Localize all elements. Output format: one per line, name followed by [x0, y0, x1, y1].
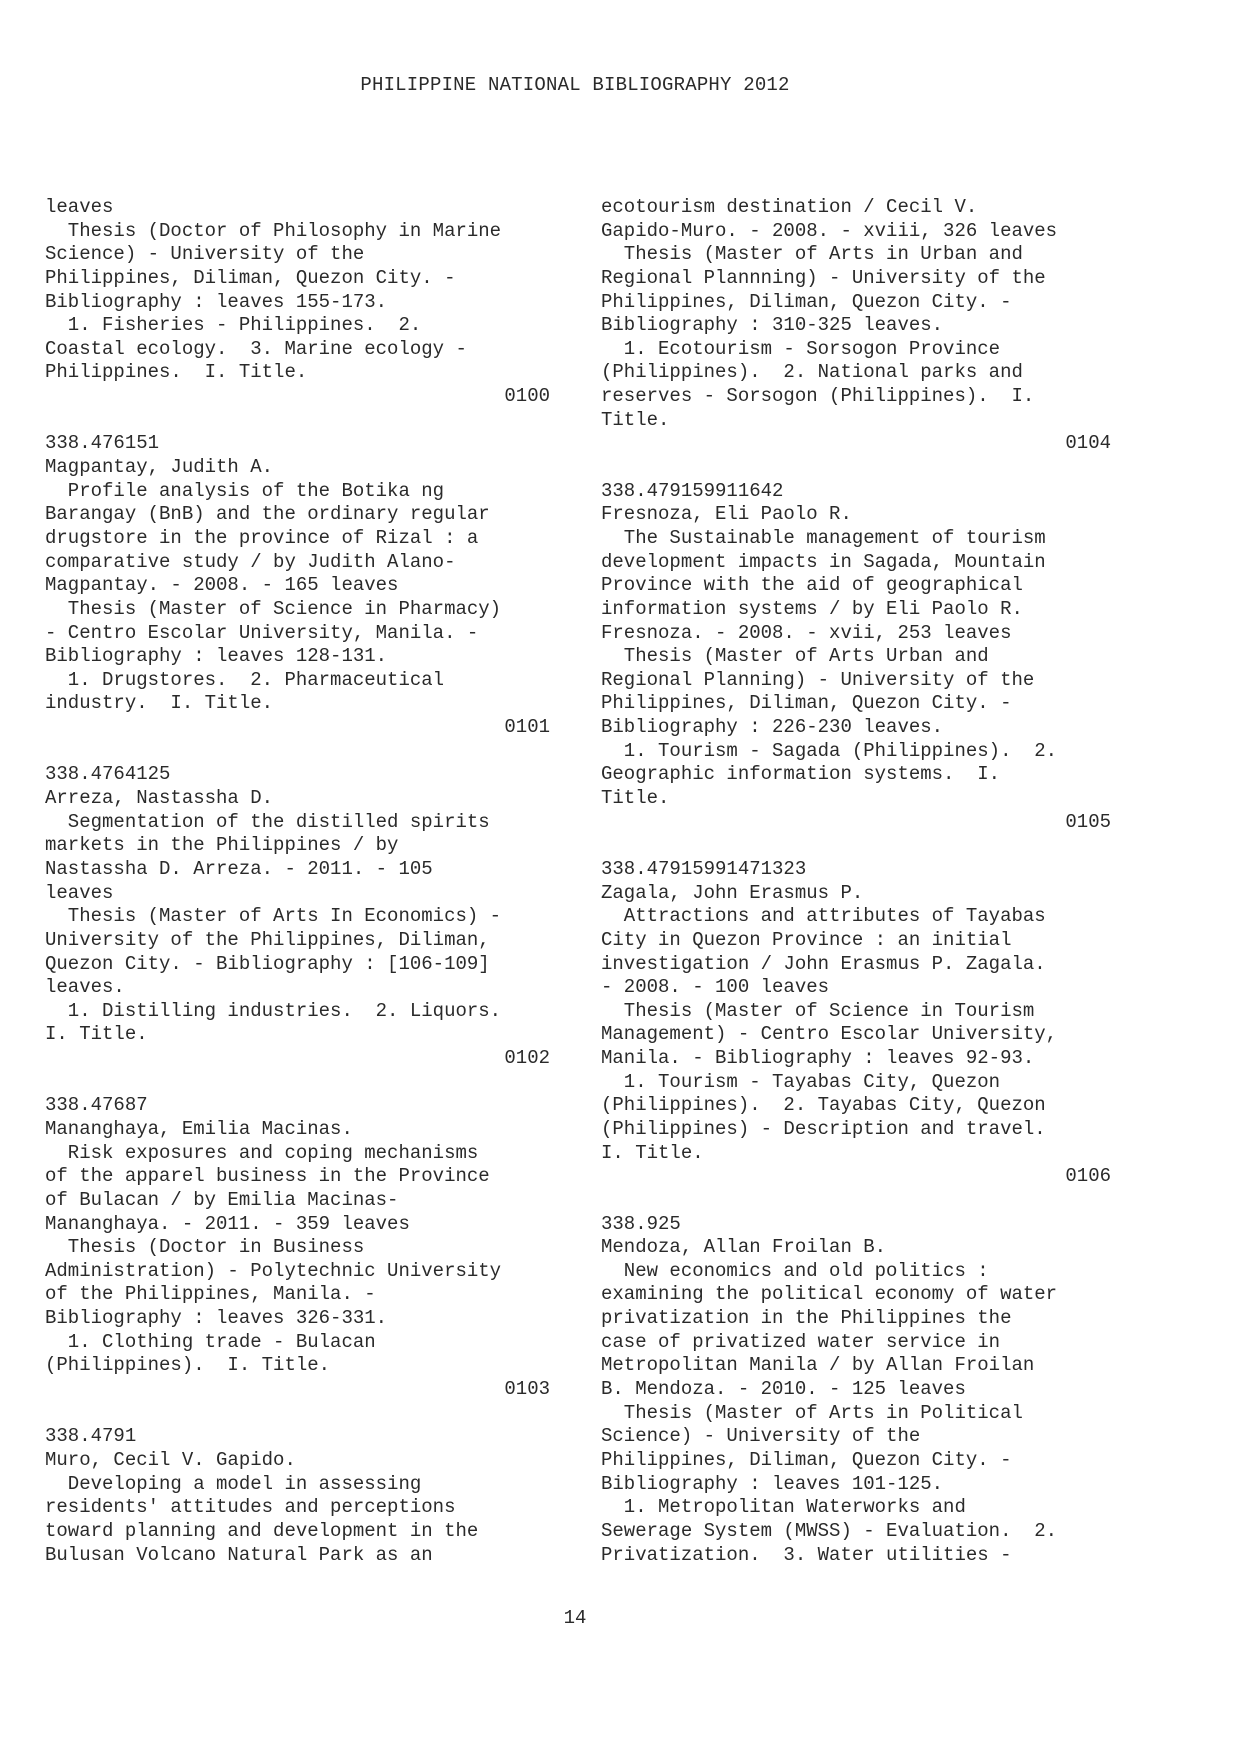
- text-line: Bibliography : leaves 326-331.: [45, 1307, 388, 1330]
- text-line: of the apparel business in the Province: [45, 1165, 490, 1188]
- text-line: Bulusan Volcano Natural Park as an: [45, 1543, 433, 1566]
- text-line: Risk exposures and coping mechanisms: [45, 1141, 479, 1164]
- text-line: (Philippines) - Description and travel.: [601, 1117, 1046, 1140]
- text-line: (Philippines). 2. Tayabas City, Quezon: [601, 1094, 1046, 1117]
- text-line: Geographic information systems. I.: [601, 763, 1001, 786]
- text-line: of the Philippines, Manila. -: [45, 1283, 376, 1306]
- text-line: Philippines, Diliman, Quezon City. -: [601, 692, 1012, 715]
- text-line: Magpantay, Judith A.: [45, 456, 274, 479]
- text-line: The Sustainable management of tourism: [601, 526, 1046, 549]
- text-line: 338.925: [601, 1212, 681, 1235]
- text-line: - Centro Escolar University, Manila. -: [45, 621, 479, 644]
- text-line: Bibliography : 226-230 leaves.: [601, 716, 944, 739]
- text-line: investigation / John Erasmus P. Zagala.: [601, 952, 1046, 975]
- text-line: Thesis (Master of Science in Pharmacy): [45, 597, 502, 620]
- text-line: 1. Distilling industries. 2. Liquors.: [45, 999, 502, 1022]
- text-line: Mananghaya. - 2011. - 359 leaves: [45, 1212, 410, 1235]
- text-line: Science) - University of the: [45, 243, 365, 266]
- right-column: [601, 196, 1111, 1567]
- text-line: 338.479159911642: [601, 479, 784, 502]
- text-line: [601, 1189, 1111, 1213]
- text-line: Zagala, John Erasmus P.: [601, 881, 864, 904]
- text-line: 1. Tourism - Sagada (Philippines). 2.: [601, 739, 1058, 762]
- text-line: development impacts in Sagada, Mountain: [601, 550, 1046, 573]
- text-line: Fresnoza. - 2008. - xvii, 253 leaves: [601, 621, 1012, 644]
- text-line: 1. Clothing trade - Bulacan: [45, 1330, 376, 1353]
- text-line: Bibliography : leaves 101-125.: [601, 1472, 944, 1495]
- text-line: 1. Ecotourism - Sorsogon Province: [601, 337, 1001, 360]
- text-line: 338.47687: [45, 1094, 148, 1117]
- text-line: Bibliography : leaves 155-173.: [45, 290, 388, 313]
- text-line: Segmentation of the distilled spirits: [45, 810, 490, 833]
- text-line: I. Title.: [45, 1023, 148, 1046]
- text-line: reserves - Sorsogon (Philippines). I.: [601, 385, 1035, 408]
- text-line: Gapido-Muro. - 2008. - xviii, 326 leaves: [601, 219, 1058, 242]
- entry-number: 0103: [504, 1378, 550, 1401]
- text-line: Province with the aid of geographical: [601, 574, 1023, 597]
- text-line: Philippines, Diliman, Quezon City. -: [601, 290, 1012, 313]
- text-line: Regional Planning) - University of the: [601, 668, 1035, 691]
- text-line: Thesis (Master of Arts in Political: [601, 1401, 1023, 1424]
- text-line: City in Quezon Province : an initial: [601, 928, 1012, 951]
- text-line: leaves: [45, 881, 114, 904]
- text-line: examining the political economy of water: [601, 1283, 1058, 1306]
- text-line: [601, 834, 1111, 858]
- text-line: Bibliography : 310-325 leaves.: [601, 314, 944, 337]
- text-line: case of privatized water service in: [601, 1330, 1001, 1353]
- text-line: 338.47915991471323: [601, 857, 807, 880]
- text-line: Magpantay. - 2008. - 165 leaves: [45, 574, 399, 597]
- text-line: Profile analysis of the Botika ng: [45, 479, 445, 502]
- text-line: leaves: [45, 196, 114, 218]
- entry-number: 0106: [1065, 1165, 1111, 1188]
- text-line: Barangay (BnB) and the ordinary regular: [45, 503, 490, 526]
- text-line: Arreza, Nastassha D.: [45, 787, 274, 810]
- text-line: B. Mendoza. - 2010. - 125 leaves: [601, 1378, 966, 1401]
- entry-number: 0101: [504, 716, 550, 739]
- text-line: residents' attitudes and perceptions: [45, 1496, 456, 1519]
- text-line: [601, 456, 1111, 480]
- text-line: Thesis (Master of Arts in Urban and: [601, 243, 1023, 266]
- text-line: toward planning and development in the: [45, 1519, 479, 1542]
- text-line: Administration) - Polytechnic University: [45, 1259, 502, 1282]
- entry-number: 0100: [504, 385, 550, 408]
- text-line: 338.476151: [45, 432, 160, 455]
- text-line: I. Title.: [601, 1141, 704, 1164]
- text-line: Bibliography : leaves 128-131.: [45, 645, 388, 668]
- text-line: 338.4764125: [45, 763, 171, 786]
- text-line: markets in the Philippines / by: [45, 834, 399, 857]
- page-number: 14: [563, 1607, 587, 1629]
- text-line: Philippines. I. Title.: [45, 361, 308, 384]
- text-line: [45, 1071, 550, 1095]
- text-line: Attractions and attributes of Tayabas: [601, 905, 1046, 928]
- page-header: PHILIPPINE NATIONAL BIBLIOGRAPHY 2012: [360, 74, 790, 96]
- text-line: Coastal ecology. 3. Marine ecology -: [45, 337, 467, 360]
- text-line: Title.: [601, 408, 670, 431]
- text-line: Mendoza, Allan Froilan B.: [601, 1236, 887, 1259]
- text-line: Thesis (Doctor of Philosophy in Marine: [45, 219, 502, 242]
- text-line: [45, 740, 550, 764]
- text-line: 1. Metropolitan Waterworks and: [601, 1496, 966, 1519]
- text-line: Thesis (Master of Arts Urban and: [601, 645, 989, 668]
- text-line: New economics and old politics :: [601, 1259, 989, 1282]
- text-line: Thesis (Master of Science in Tourism: [601, 999, 1035, 1022]
- text-line: Mananghaya, Emilia Macinas.: [45, 1117, 353, 1140]
- text-line: (Philippines). 2. National parks and: [601, 361, 1023, 384]
- text-line: Title.: [601, 787, 670, 810]
- text-line: 338.4791: [45, 1425, 137, 1448]
- entry-number: 0104: [1065, 432, 1111, 455]
- text-line: University of the Philippines, Diliman,: [45, 928, 490, 951]
- entry-number: 0102: [504, 1047, 550, 1070]
- text-line: Sewerage System (MWSS) - Evaluation. 2.: [601, 1519, 1058, 1542]
- text-line: Management) - Centro Escolar University,: [601, 1023, 1058, 1046]
- left-column: [45, 196, 550, 1567]
- text-line: 1. Tourism - Tayabas City, Quezon: [601, 1070, 1001, 1093]
- entry-number: 0105: [1065, 810, 1111, 833]
- text-line: 1. Drugstores. 2. Pharmaceutical: [45, 668, 445, 691]
- text-line: Thesis (Doctor in Business: [45, 1236, 365, 1259]
- text-line: Nastassha D. Arreza. - 2011. - 105: [45, 857, 433, 880]
- text-line: industry. I. Title.: [45, 692, 274, 715]
- text-line: Thesis (Master of Arts In Economics) -: [45, 905, 502, 928]
- text-line: ecotourism destination / Cecil V.: [601, 196, 978, 218]
- text-line: leaves.: [45, 976, 125, 999]
- text-line: Quezon City. - Bibliography : [106-109]: [45, 952, 490, 975]
- text-line: - 2008. - 100 leaves: [601, 976, 830, 999]
- text-line: [45, 409, 550, 433]
- text-line: Manila. - Bibliography : leaves 92-93.: [601, 1047, 1035, 1070]
- text-line: Developing a model in assessing: [45, 1472, 422, 1495]
- text-line: Philippines, Diliman, Quezon City. -: [45, 266, 456, 289]
- text-line: comparative study / by Judith Alano-: [45, 550, 456, 573]
- text-line: of Bulacan / by Emilia Macinas-: [45, 1188, 399, 1211]
- text-line: information systems / by Eli Paolo R.: [601, 597, 1023, 620]
- text-line: Regional Plannning) - University of the: [601, 266, 1046, 289]
- text-line: Muro, Cecil V. Gapido.: [45, 1448, 296, 1471]
- text-line: 1. Fisheries - Philippines. 2.: [45, 314, 422, 337]
- text-line: Philippines, Diliman, Quezon City. -: [601, 1448, 1012, 1471]
- text-line: Science) - University of the: [601, 1425, 921, 1448]
- text-line: privatization in the Philippines the: [601, 1307, 1012, 1330]
- text-line: [45, 1402, 550, 1426]
- text-line: (Philippines). I. Title.: [45, 1354, 331, 1377]
- text-line: drugstore in the province of Rizal : a: [45, 526, 479, 549]
- text-line: Metropolitan Manila / by Allan Froilan: [601, 1354, 1035, 1377]
- text-line: Privatization. 3. Water utilities -: [601, 1543, 1012, 1566]
- text-line: Fresnoza, Eli Paolo R.: [601, 503, 852, 526]
